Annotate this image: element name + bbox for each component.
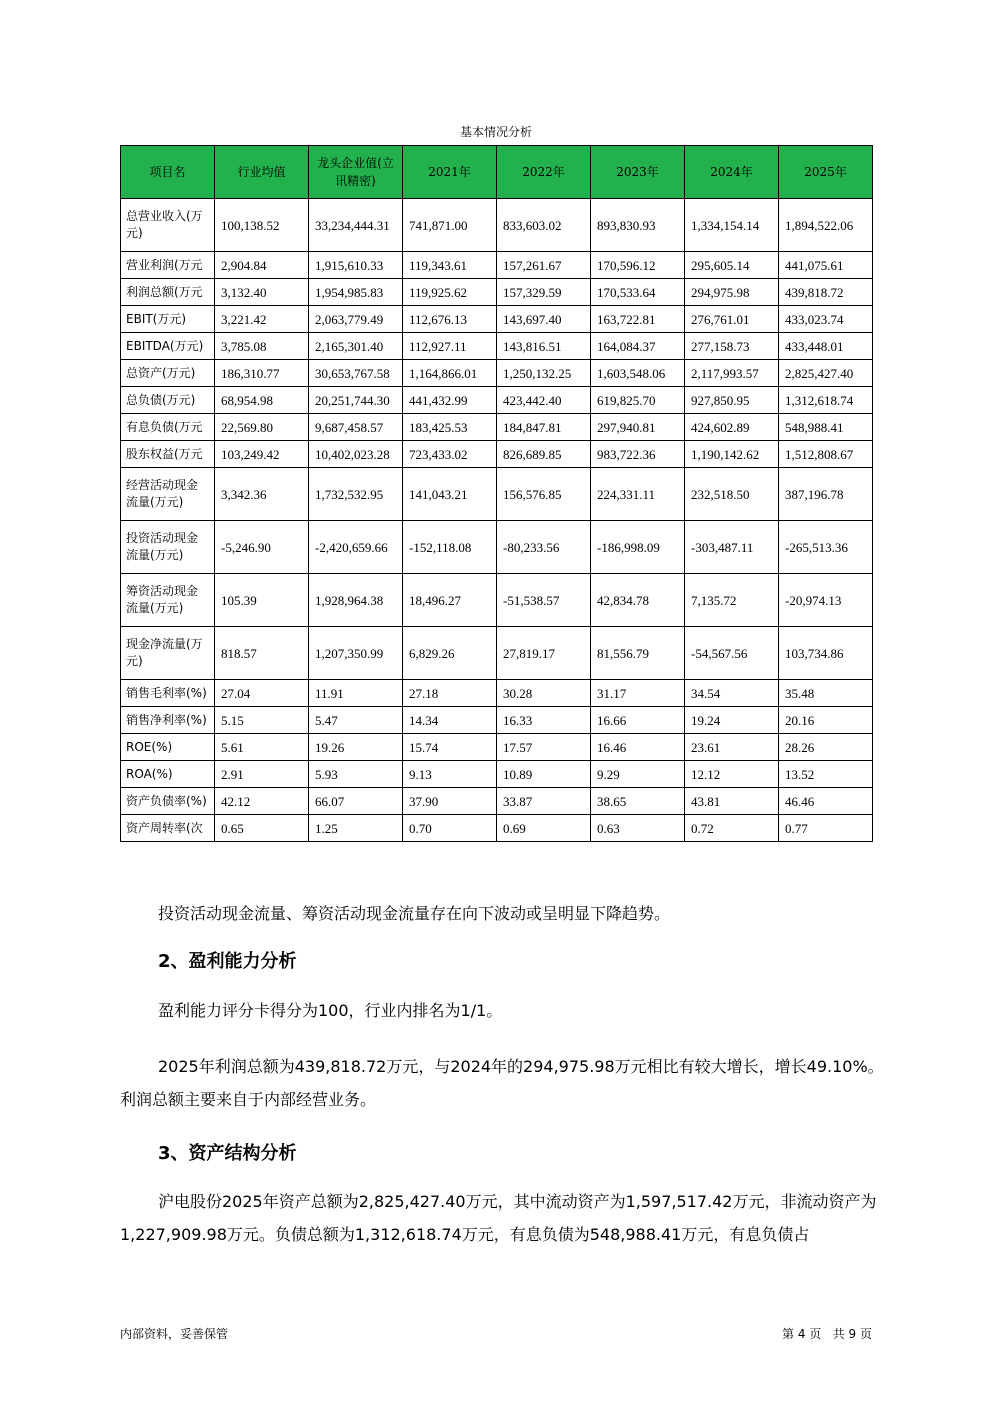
table-cell: 2.91 [215,761,309,788]
table-cell: 31.17 [591,680,685,707]
table-cell: 983,722.36 [591,441,685,468]
table-cell: 2,063,779.49 [309,306,403,333]
table-row [121,734,873,761]
table-cell: 927,850.95 [685,387,779,414]
table-cell: 1,928,964.38 [309,574,403,627]
table-cell: 157,329.59 [497,279,591,306]
table-row [121,761,873,788]
table-row [121,252,873,279]
table-cell: 103,249.42 [215,441,309,468]
table-cell: 11.91 [309,680,403,707]
table-cell: 30,653,767.58 [309,360,403,387]
table-cell: 22,569.80 [215,414,309,441]
table-cell: 184,847.81 [497,414,591,441]
table-cell: 13.52 [779,761,873,788]
table-cell: 3,785.08 [215,333,309,360]
table-cell: 433,023.74 [779,306,873,333]
table-cell: 741,871.00 [403,199,497,252]
table-cell: -5,246.90 [215,521,309,574]
table-cell: 66.07 [309,788,403,815]
table-cell: 164,084.37 [591,333,685,360]
table-cell: 295,605.14 [685,252,779,279]
table-cell: 232,518.50 [685,468,779,521]
table-cell: 818.57 [215,627,309,680]
table-cell: 17.57 [497,734,591,761]
table-cell: 3,221.42 [215,306,309,333]
table-cell: 42.12 [215,788,309,815]
row-label: ROA(%) [121,761,215,788]
header-2024: 2024年 [685,146,779,199]
row-label: 投资活动现金流量(万元) [121,521,215,574]
table-row [121,574,873,627]
header-2025: 2025年 [779,146,873,199]
table-cell: 112,927.11 [403,333,497,360]
table-row [121,627,873,680]
table-cell: 103,734.86 [779,627,873,680]
table-row [121,306,873,333]
table-title: 基本情况分析 [459,125,532,139]
table-cell: 143,816.51 [497,333,591,360]
table-cell: 441,075.61 [779,252,873,279]
table-cell: 33.87 [497,788,591,815]
paragraph-profit-score: 盈利能力评分卡得分为100，行业内排名为1/1。 [158,1001,503,1020]
header-leader-value: 龙头企业值(立讯精密) [309,146,403,199]
table-cell: 43.81 [685,788,779,815]
table-cell: 105.39 [215,574,309,627]
table-cell: 294,975.98 [685,279,779,306]
table-cell: 16.33 [497,707,591,734]
table-cell: 157,261.67 [497,252,591,279]
table-cell: 35.48 [779,680,873,707]
table-cell: -20,974.13 [779,574,873,627]
table-cell: 1,512,808.67 [779,441,873,468]
table-cell: 0.69 [497,815,591,842]
table-row [121,199,873,252]
table-cell: 119,925.62 [403,279,497,306]
table-cell: 81,556.79 [591,627,685,680]
table-cell: 42,834.78 [591,574,685,627]
table-cell: 27.18 [403,680,497,707]
table-cell: 112,676.13 [403,306,497,333]
table-cell: 0.63 [591,815,685,842]
table-cell: 163,722.81 [591,306,685,333]
table-cell: 20,251,744.30 [309,387,403,414]
table-cell: -152,118.08 [403,521,497,574]
table-cell: 37.90 [403,788,497,815]
header-2022: 2022年 [497,146,591,199]
table-cell: 5.61 [215,734,309,761]
table-cell: 27.04 [215,680,309,707]
footer-page-number: 第 4 页 共 9 页 [782,1327,872,1341]
table-row [121,815,873,842]
table-cell: 10.89 [497,761,591,788]
table-row [121,414,873,441]
table-cell: 5.47 [309,707,403,734]
table-cell: 1,312,618.74 [779,387,873,414]
row-label: 利润总额(万元 [121,279,215,306]
table-cell: 10,402,023.28 [309,441,403,468]
table-cell: 2,165,301.40 [309,333,403,360]
table-row [121,333,873,360]
table-cell: 20.16 [779,707,873,734]
table-cell: 1,915,610.33 [309,252,403,279]
section-heading-asset-structure: 3、资产结构分析 [158,1143,297,1164]
table-cell: 548,988.41 [779,414,873,441]
table-cell: 16.66 [591,707,685,734]
table-cell: 68,954.98 [215,387,309,414]
table-cell: 5.15 [215,707,309,734]
table-cell: 12.12 [685,761,779,788]
row-label: EBITDA(万元) [121,333,215,360]
row-label: 总营业收入(万元) [121,199,215,252]
table-cell: 0.77 [779,815,873,842]
table-cell: 170,533.64 [591,279,685,306]
table-cell: 619,825.70 [591,387,685,414]
table-cell: 1,894,522.06 [779,199,873,252]
table-cell: 423,442.40 [497,387,591,414]
table-cell: 439,818.72 [779,279,873,306]
table-row [121,360,873,387]
table-cell: -265,513.36 [779,521,873,574]
table-cell: 141,043.21 [403,468,497,521]
table-cell: 30.28 [497,680,591,707]
table-cell: 3,342.36 [215,468,309,521]
table-cell: 441,432.99 [403,387,497,414]
table-cell: 0.72 [685,815,779,842]
table-cell: 16.46 [591,734,685,761]
row-label: EBIT(万元) [121,306,215,333]
table-cell: 18,496.27 [403,574,497,627]
table-cell: 1,603,548.06 [591,360,685,387]
table-cell: 183,425.53 [403,414,497,441]
table-cell: -303,487.11 [685,521,779,574]
table-cell: 723,433.02 [403,441,497,468]
table-row [121,521,873,574]
table-cell: -80,233.56 [497,521,591,574]
table-cell: 46.46 [779,788,873,815]
table-row [121,387,873,414]
table-cell: 19.26 [309,734,403,761]
row-label: 总资产(万元) [121,360,215,387]
table-cell: 156,576.85 [497,468,591,521]
table-cell: 1,732,532.95 [309,468,403,521]
table-cell: -54,567.56 [685,627,779,680]
table-cell: 38.65 [591,788,685,815]
table-cell: 100,138.52 [215,199,309,252]
table-cell: 33,234,444.31 [309,199,403,252]
table-cell: 1,954,985.83 [309,279,403,306]
table-row [121,279,873,306]
section-heading-profitability: 2、盈利能力分析 [158,951,297,972]
table-cell: 826,689.85 [497,441,591,468]
table-cell: 1,334,154.14 [685,199,779,252]
table-cell: 224,331.11 [591,468,685,521]
table-cell: 433,448.01 [779,333,873,360]
table-header-row [121,146,873,199]
table-cell: 9.29 [591,761,685,788]
table-cell: 1,207,350.99 [309,627,403,680]
table-cell: 34.54 [685,680,779,707]
paragraph-asset-structure: 沪电股份2025年资产总额为2,825,427.40万元，其中流动资产为1,597,517.42万元，非流动资产为1,227,909.98万元。负债总额为1,312,618.74万元，有息负债为548,988.41万元，有息负债占 [120,1192,877,1244]
table-cell: 9.13 [403,761,497,788]
table-cell: 2,825,427.40 [779,360,873,387]
table-cell: 186,310.77 [215,360,309,387]
table-row [121,468,873,521]
table-cell: 14.34 [403,707,497,734]
table-cell: 1,190,142.62 [685,441,779,468]
table-cell: 277,158.73 [685,333,779,360]
table-row [121,680,873,707]
table-row [121,441,873,468]
table-row [121,788,873,815]
table-cell: 0.70 [403,815,497,842]
financial-table [120,145,873,842]
row-label: ROE(%) [121,734,215,761]
table-row [121,707,873,734]
table-cell: 7,135.72 [685,574,779,627]
table-cell: 9,687,458.57 [309,414,403,441]
table-cell: 893,830.93 [591,199,685,252]
row-label: 有息负债(万元 [121,414,215,441]
table-cell: 424,602.89 [685,414,779,441]
table-cell: 19.24 [685,707,779,734]
row-label: 筹资活动现金流量(万元) [121,574,215,627]
table-cell: 2,904.84 [215,252,309,279]
paragraph-cashflow-trend: 投资活动现金流量、筹资活动现金流量存在向下波动或呈明显下降趋势。 [158,904,671,923]
table-cell: 3,132.40 [215,279,309,306]
header-industry-avg: 行业均值 [215,146,309,199]
row-label: 经营活动现金流量(万元) [121,468,215,521]
table-cell: 387,196.78 [779,468,873,521]
table-cell: 0.65 [215,815,309,842]
table-cell: 15.74 [403,734,497,761]
table-cell: 1.25 [309,815,403,842]
table-cell: 1,250,132.25 [497,360,591,387]
table-cell: 1,164,866.01 [403,360,497,387]
row-label: 股东权益(万元 [121,441,215,468]
row-label: 销售净利率(%) [121,707,215,734]
table-cell: 143,697.40 [497,306,591,333]
table-cell: 6,829.26 [403,627,497,680]
table-cell: -51,538.57 [497,574,591,627]
row-label: 营业利润(万元 [121,252,215,279]
paragraph-profit-growth: 2025年利润总额为439,818.72万元，与2024年的294,975.98万元相比有较大增长，增长49.10%。利润总额主要来自于内部经营业务。 [120,1057,884,1109]
table-cell: 27,819.17 [497,627,591,680]
table-cell: -186,998.09 [591,521,685,574]
table-cell: 297,940.81 [591,414,685,441]
table-cell: 833,603.02 [497,199,591,252]
header-2023: 2023年 [591,146,685,199]
table-cell: 276,761.01 [685,306,779,333]
row-label: 资产周转率(次 [121,815,215,842]
row-label: 总负债(万元) [121,387,215,414]
table-cell: 2,117,993.57 [685,360,779,387]
table-cell: 23.61 [685,734,779,761]
table-cell: 28.26 [779,734,873,761]
header-item-name: 项目名 [121,146,215,199]
header-2021: 2021年 [403,146,497,199]
table-cell: 119,343.61 [403,252,497,279]
row-label: 现金净流量(万元) [121,627,215,680]
table-cell: -2,420,659.66 [309,521,403,574]
row-label: 资产负债率(%) [121,788,215,815]
table-cell: 5.93 [309,761,403,788]
footer-confidential-note: 内部资料，妥善保管 [120,1327,229,1341]
row-label: 销售毛利率(%) [121,680,215,707]
table-cell: 170,596.12 [591,252,685,279]
